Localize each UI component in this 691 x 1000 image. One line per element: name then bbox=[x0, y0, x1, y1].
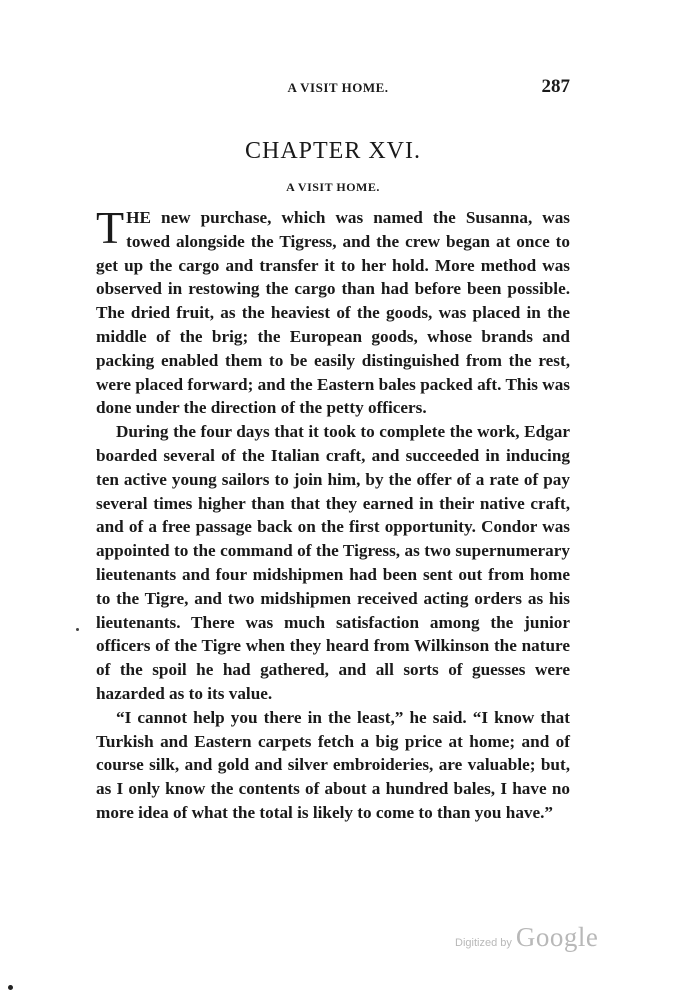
drop-cap: T bbox=[96, 202, 125, 253]
paragraph bbox=[96, 202, 570, 420]
watermark-brand: Google bbox=[515, 922, 599, 952]
chapter-subtitle: A VISIT HOME. bbox=[286, 180, 380, 194]
running-head-title: A VISIT HOME. bbox=[287, 80, 389, 95]
chapter-title: CHAPTER XVI. bbox=[244, 138, 421, 164]
page-number: 287 bbox=[541, 76, 570, 97]
running-head bbox=[96, 76, 570, 102]
body-text bbox=[96, 202, 570, 825]
watermark-prefix: Digitized by bbox=[455, 937, 512, 949]
digitization-watermark bbox=[455, 922, 598, 953]
paragraph bbox=[96, 706, 570, 825]
paragraph-text: HE new purchase, which was named the Susanna, was towed alongside the Tigress, and the crew began at once to get up the cargo and transfer it to her hold. More method was observed in restowing the cargo than had before been possible. The dried fruit, as the heaviest of the goods, was placed in the middle of the brig; the European goods, whose brands and packing enabled them to be easily distinguished from the rest, were placed forward; and the Eastern bales packed aft. This was done under the direction of the petty officers. bbox=[96, 208, 570, 418]
paragraph-text: “I cannot help you there in the least,” he said. “I know that Turkish and Eastern carpets fetch a big price at home; and of course silk, and gold and silver embroideries, are valuable; but, as I only know the contents of about a hundred bales, I have no more idea of what the total is likely to come to than you have.” bbox=[96, 707, 570, 822]
margin-speck bbox=[76, 628, 79, 631]
paragraph bbox=[96, 420, 570, 706]
paragraph-text: During the four days that it took to complete the work, Edgar boarded several of the Italian craft, and succeeded in inducing ten active young sailors to join him, by the offer of a rate of pay several times higher than that they earned in their native craft, and of a free passage back on the first opportunity. Condor was appointed to the command of the Tigress, as two supernumerary lieutenants and four midshipmen had been sent out from home to the Tigre, and two midshipmen received acting orders as his lieutenants. There was much satisfaction among the junior officers of the Tigre when they heard from Wilkinson the nature of the spoil he had gathered, and all sorts of guesses were hazarded as to its value. bbox=[96, 422, 570, 703]
corner-speck bbox=[8, 985, 13, 990]
